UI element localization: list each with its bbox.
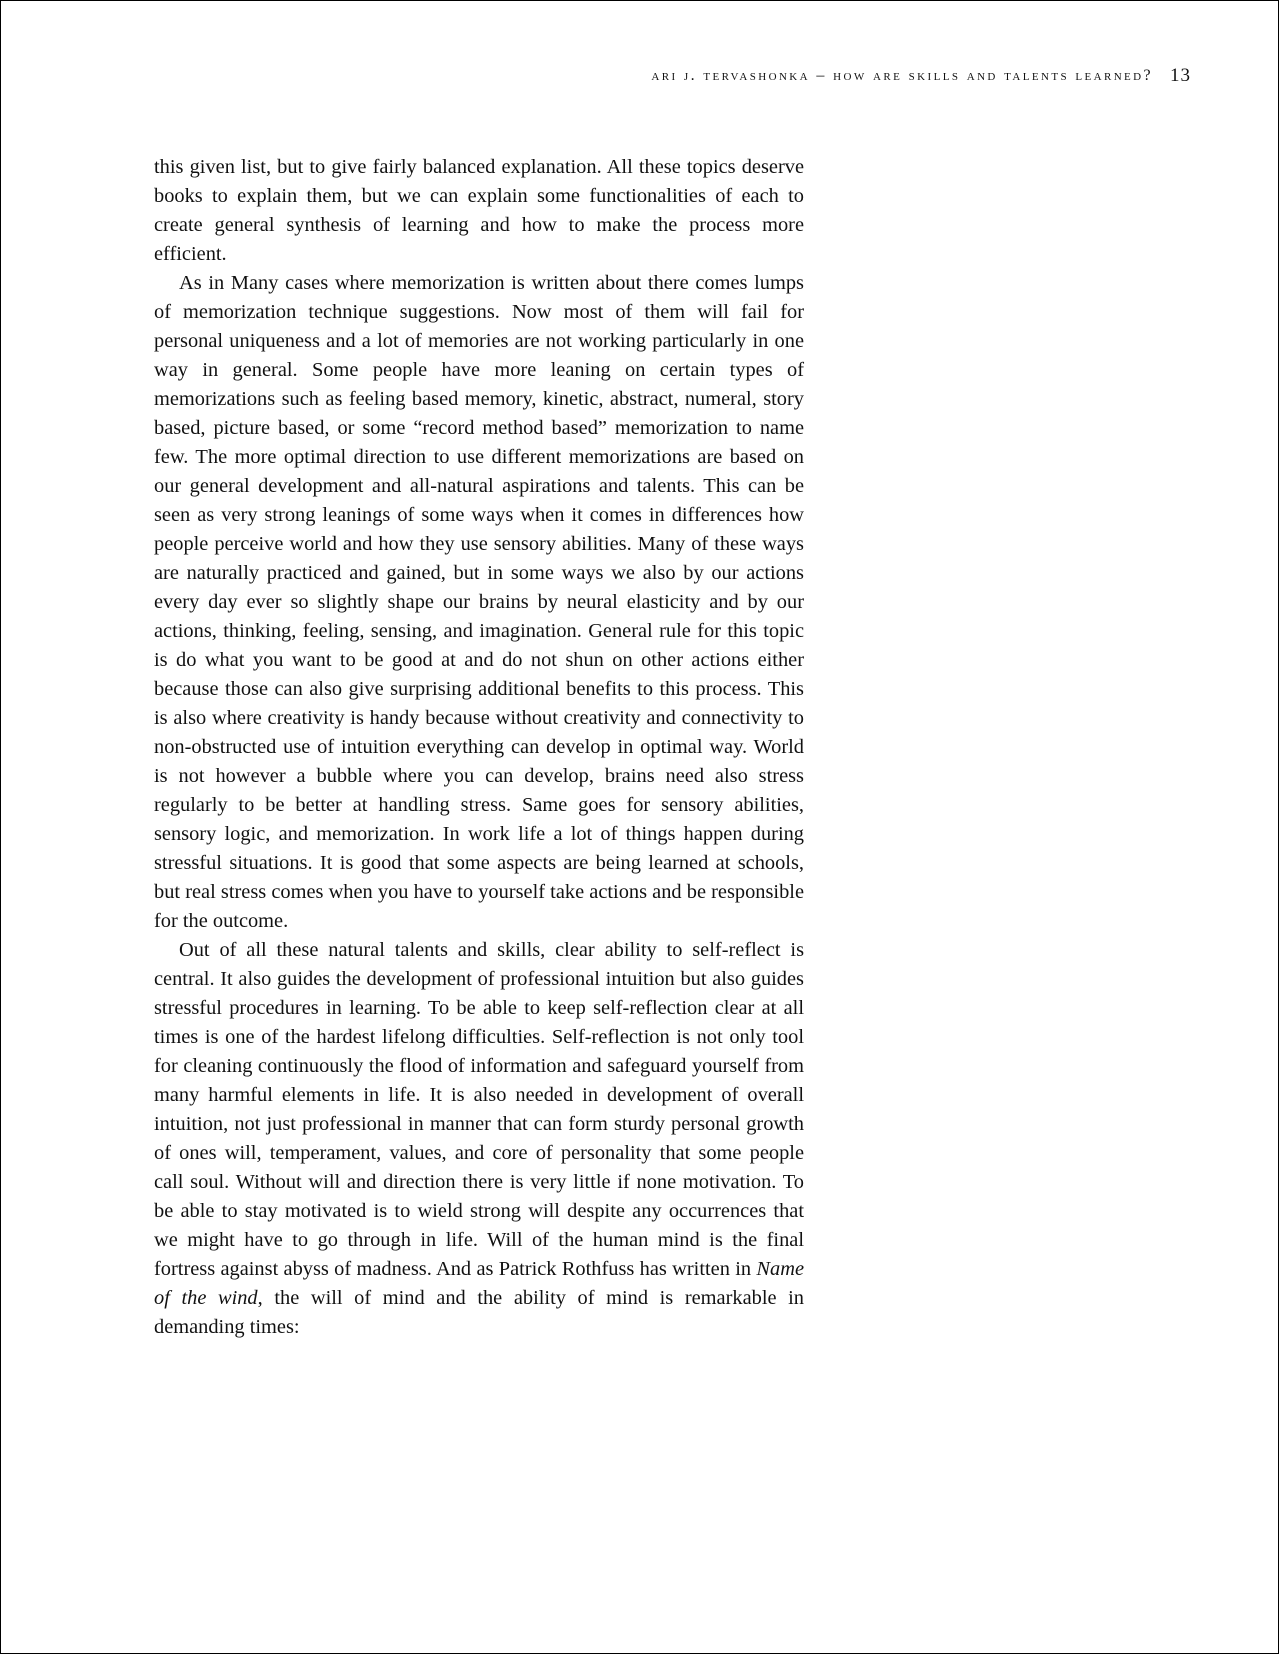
page-number: 13 — [1170, 65, 1191, 86]
paragraph-3 — [154, 936, 804, 1342]
paragraph-2: As in Many cases where memorization is written about there comes lumps of memorization technique suggestions. Now most of them will fail for personal uniqueness and a lot of memories are not working particularly in one way in general. Some people have more leaning on certain types of memorizations such as feeling based memory, kinetic, abstract, numeral, story based, picture based, or some “record method based” memorization to name few. The more optimal direction to use different memorizations are based on our general development and all-natural aspirations and talents. This can be seen as very strong leanings of some ways when it comes in differences how people perceive world and how they use sensory abilities. Many of these ways are naturally practiced and gained, but in some ways we also by our actions every day ever so slightly shape our brains by neural elasticity and by our actions, thinking, feeling, sensing, and imagination. General rule for this topic is do what you want to be good at and do not shun on other actions either because those can also give surprising additional benefits to this process. This is also where creativity is handy because without creativity and connectivity to non-obstructed use of intuition everything can develop in optimal way. World is not however a bubble where you can develop, brains need also stress regularly to be better at handling stress. Same goes for sensory abilities, sensory logic, and memorization. In work life a lot of things happen during stressful situations. It is good that some aspects are being learned at schools, but real stress comes when you have to yourself take actions and be responsible for the outcome. — [154, 272, 804, 932]
body-text — [154, 153, 804, 1342]
book-title: Name of the wind — [154, 1258, 804, 1309]
paragraph-3-text-end: , the will of mind and the ability of mind is remarkable in demanding times: — [154, 1287, 804, 1338]
running-header-title: ari j. tervashonka – how are skills and talents learned? — [651, 67, 1153, 84]
paragraph-3-text-start: Out of all these natural talents and skills, clear ability to self-reflect is central. It also guides the development of professional intuition but also guides stressful procedures in learning. To be able to keep self-reflection clear at all times is one of the hardest lifelong difficulties. Self-reflection is not only tool for cleaning continuously the flood of information and safeguard yourself from many harmful elements in life. It is also needed in development of overall intuition, not just professional in manner that can form sturdy personal growth of ones will, temperament, values, and core of personality that some people call soul. Without will and direction there is very little if none motivation. To be able to stay motivated is to wield strong will despite any occurrences that we might have to go through in life. Will of the human mind is the final fortress against abyss of madness. And as Patrick Rothfuss has written in — [154, 939, 804, 1280]
paragraph-1: this given list, but to give fairly balanced explanation. All these topics deserve books to explain them, but we can explain some functionalities of each to create general synthesis of learning and how to make the process more efficient. — [154, 156, 804, 265]
